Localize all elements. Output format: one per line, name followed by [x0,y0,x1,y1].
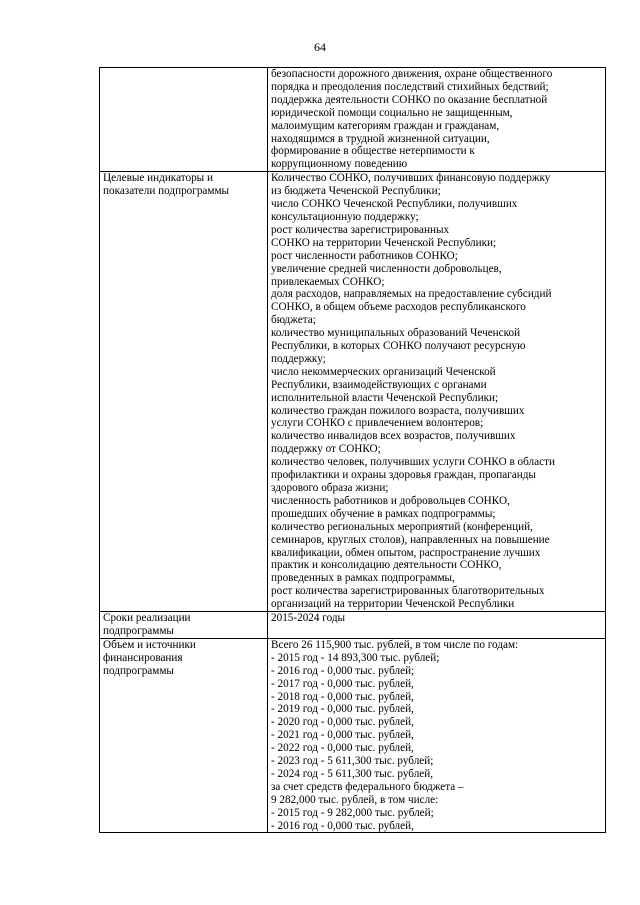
value-line: - 2015 год - 9 282,000 тыс. рублей; [271,806,434,819]
value-line: формирование в обществе нетерпимости к [271,145,475,158]
value-line: услуги СОНКО с привлечением волонтеров; [271,417,484,430]
table-row [100,638,606,833]
table-row [100,68,606,172]
value-line: - 2015 год - 14 893,300 тыс. рублей; [271,651,440,664]
value-line: проведенных в рамках подпрограммы, [271,572,455,585]
value-line: коррупционному поведению [271,158,408,171]
table-row [100,172,606,612]
value-line: практик и консолидацию деятельности СОНКО, [271,559,502,572]
value-line: количество граждан пожилого возраста, получивших [271,404,525,417]
label-line: финансирования [103,651,183,664]
value-line: квалификации, обмен опытом, распространение лучших [271,546,541,559]
value-line: консультационную поддержку; [271,210,419,223]
value-line: Всего 26 115,900 тыс. рублей, в том числе по годам: [271,638,519,651]
row-label-cell [100,638,268,833]
value-line: за счет средств федерального бюджета – [271,780,464,793]
label-line: Объем и источники [103,638,196,651]
value-line: здорового образа жизни; [271,482,389,494]
value-line: увеличение средней численности добровольцев, [271,262,502,275]
row-value-cell [268,172,606,612]
value-line: 9 282,000 тыс. рублей, в том числе: [271,793,439,806]
value-line: - 2018 год - 0,000 тыс. рублей, [271,690,414,703]
table-body [100,68,606,833]
row-label-cell [100,612,268,639]
page-number: 64 [314,40,326,54]
value-line: количество региональных мероприятий (конференций, [271,520,533,533]
label-line: Сроки реализации [103,612,191,625]
table-row [100,612,606,639]
label-line: подпрограммы [103,664,174,677]
value-line: порядка и преодоления последствий стихийных бедствий; [271,80,549,93]
row-value-cell [268,612,606,639]
value-line: юридической помощи социально не защищенным, [271,106,513,119]
value-line: - 2021 год - 0,000 тыс. рублей, [271,729,414,742]
value-line: поддержка деятельности СОНКО по оказание бесплатной [271,93,548,106]
value-line: численность работников и добровольцев СОНКО, [271,494,510,507]
row-value-cell [268,638,606,833]
value-line: - 2019 год - 0,000 тыс. рублей, [271,703,414,716]
value-line: 2015-2024 годы [271,612,346,625]
value-line: рост количества зарегистрированных благотворительных [271,585,545,598]
value-line: - 2020 год - 0,000 тыс. рублей, [271,716,414,729]
value-line: привлекаемых СОНКО; [271,275,385,288]
value-line: безопасности дорожного движения, охране общественного [271,68,553,80]
value-line: прошедших обучение в рамках подпрограммы; [271,507,496,520]
value-line: рост количества зарегистрированных [271,223,450,236]
subprogram-passport-table [99,67,606,833]
value-line: - 2017 год - 0,000 тыс. рублей, [271,677,414,690]
value-line: находящимся в трудной жизненной ситуации, [271,132,490,145]
value-line: доля расходов, направляемых на предоставление субсидий [271,288,552,301]
value-line: СОНКО, в общем объеме расходов республиканского [271,301,526,314]
value-line: - 2016 год - 0,000 тыс. рублей; [271,664,415,677]
value-line: из бюджета Чеченской Республики; [271,185,441,198]
value-line: рост численности работников СОНКО; [271,249,458,262]
value-line: исполнительной власти Чеченской Республики; [271,391,499,404]
row-value-cell [268,68,606,172]
value-line: профилактики и охраны здоровья граждан, пропаганды [271,469,536,482]
label-line: показатели подпрограммы [103,185,230,198]
value-line: Республики, взаимодействующих с органами [271,378,487,391]
value-line: - 2022 год - 0,000 тыс. рублей, [271,742,414,755]
value-line: - 2023 год - 5 611,300 тыс. рублей; [271,755,434,768]
value-line: организаций на территории Чеченской Республики [271,598,515,611]
value-line: Республики, в которых СОНКО получают ресурсную [271,340,526,353]
value-line: число СОНКО Чеченской Республики, получивших [271,198,518,211]
value-line: число некоммерческих организаций Чеченской [271,365,496,378]
row-label-cell [100,172,268,612]
value-line: - 2024 год - 5 611,300 тыс. рублей, [271,767,434,780]
value-line: - 2016 год - 0,000 тыс. рублей, [271,819,414,832]
value-line: поддержку; [271,352,326,365]
value-line: количество муниципальных образований Чеченской [271,327,521,340]
value-line: количество инвалидов всех возрастов, получивших [271,430,516,443]
value-line: количество человек, получивших услуги СОНКО в области [271,456,555,469]
value-line: Количество СОНКО, получивших финансовую поддержку [271,172,551,185]
value-line: малоимущим категориям граждан и гражданам, [271,119,500,132]
label-line: Целевые индикаторы и [103,172,213,185]
value-line: СОНКО на территории Чеченской Республики; [271,236,497,249]
label-line: подпрограммы [103,624,174,637]
value-line: семинаров, круглых столов), направленных на повышение [271,533,550,546]
row-label-cell [100,68,268,172]
value-line: бюджета; [271,314,316,327]
value-line: поддержку от СОНКО; [271,443,381,456]
